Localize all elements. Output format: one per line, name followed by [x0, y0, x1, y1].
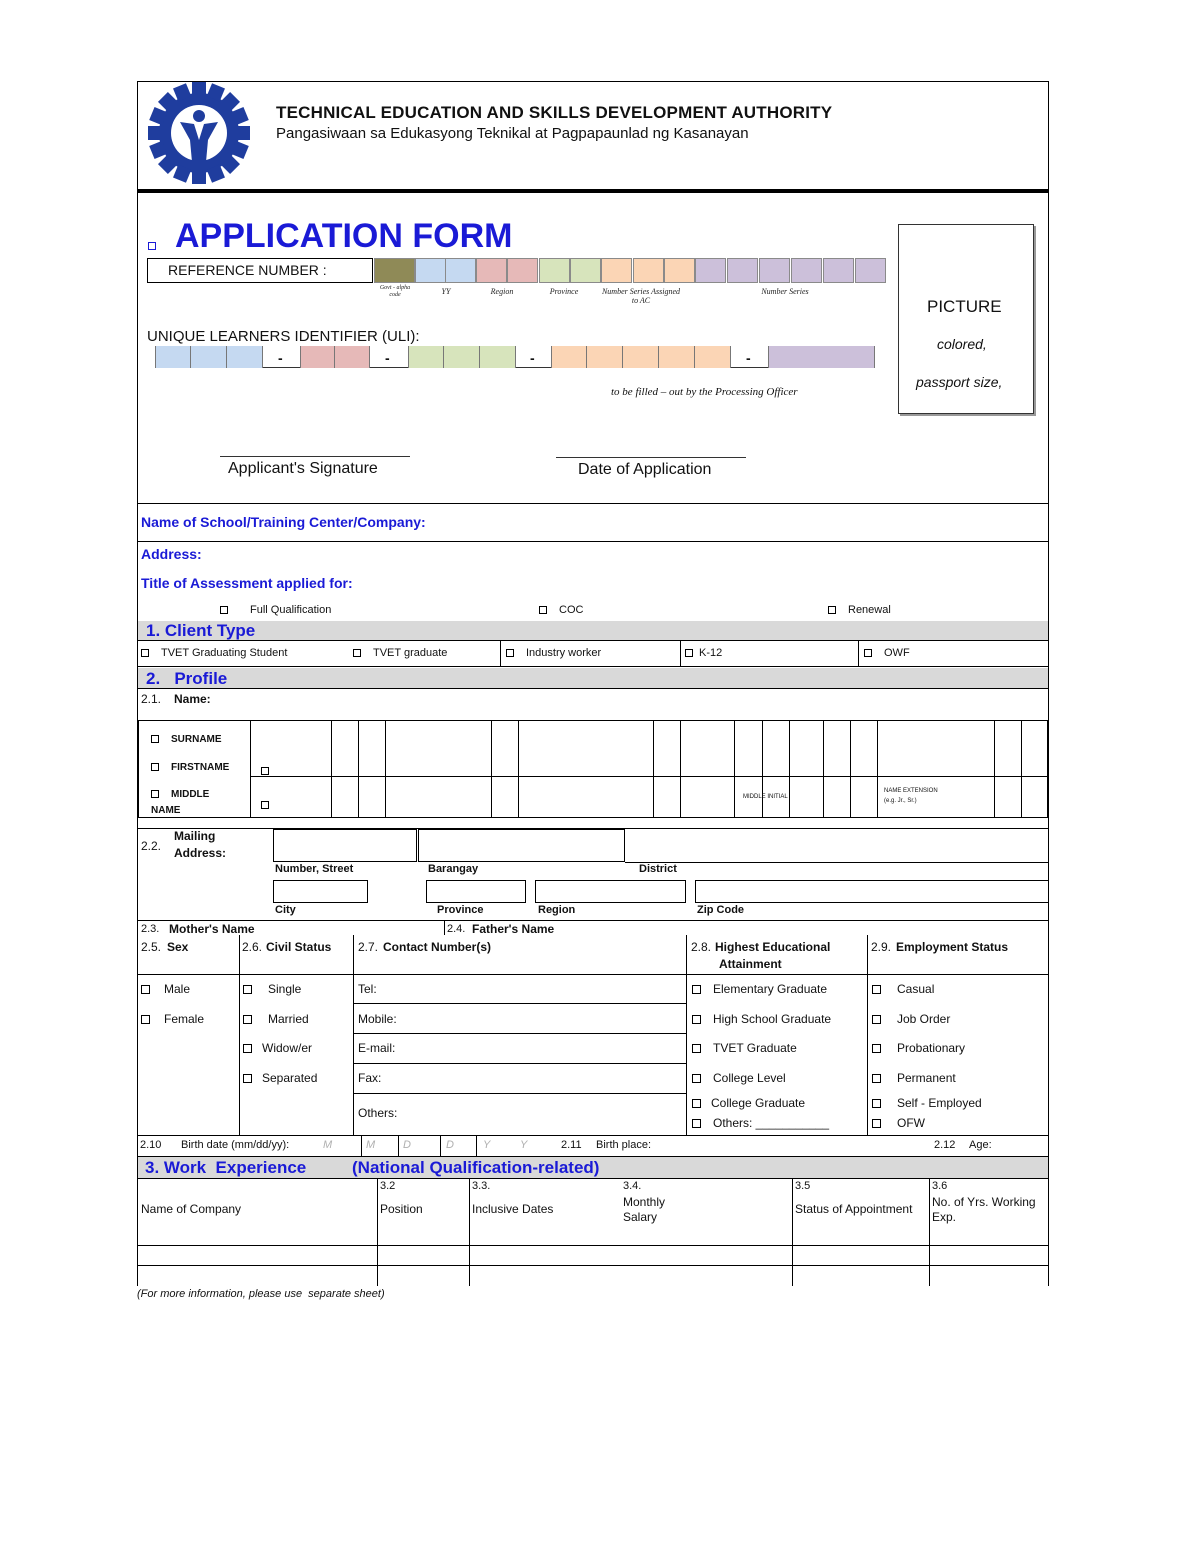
school-label: Name of School/Training Center/Company: [141, 514, 426, 530]
client-tvet-graduating-label: TVET Graduating Student [161, 647, 288, 659]
birthplace-label: Birth place: [596, 1139, 652, 1151]
uli-digit-cell[interactable] [227, 346, 263, 368]
client-tvet-graduate-label: TVET graduate [373, 647, 448, 659]
civil-num: 2.6. [242, 940, 263, 954]
civil-label: Civil Status [266, 940, 332, 954]
rule [353, 1093, 686, 1094]
reference-digit-cell[interactable] [759, 258, 790, 283]
uli-dash-4: - [746, 350, 751, 366]
mail-box-zip[interactable] [695, 880, 1049, 903]
name-ext-eg: (e.g. Jr., Sr.) [884, 798, 917, 804]
uli-digit-cell[interactable] [695, 346, 731, 368]
birthplace-num: 2.11 [561, 1139, 582, 1151]
mail-num: 2.2. [141, 839, 162, 853]
birth-cell-divider [440, 1135, 441, 1156]
client-owf[interactable] [864, 648, 910, 659]
name-grid-col [734, 720, 735, 818]
middle-label: MIDDLE [171, 789, 210, 800]
emp-probationary-label: Probationary [897, 1041, 966, 1055]
name-grid-col [331, 720, 332, 818]
client-k12[interactable] [685, 648, 722, 659]
col-dates-num: 3.3. [472, 1180, 491, 1192]
uli-digit-cell[interactable] [587, 346, 623, 368]
uli-digit-cell[interactable] [623, 346, 659, 368]
emp-probationary[interactable] [872, 1042, 965, 1054]
rule [138, 974, 1048, 975]
profile-heading: 2. Profile [146, 669, 228, 688]
address-label: Address: [141, 546, 202, 562]
col-salary: Monthly Salary [623, 1195, 666, 1224]
name-grid-col [789, 720, 790, 818]
rule [353, 1033, 686, 1034]
zip-label: Zip Code [697, 904, 745, 916]
col-position-num: 3.2 [380, 1180, 396, 1192]
work-subheading: (National Qualification-related) [352, 1158, 600, 1177]
logo-svg [146, 80, 252, 186]
assessment-label: Title of Assessment applied for: [141, 575, 353, 591]
col-status-num: 3.5 [795, 1180, 811, 1192]
ref-label-province: Province [549, 287, 579, 296]
province-label: Province [437, 904, 484, 916]
contact-label: Contact Number(s) [383, 940, 492, 954]
uli-digit-cell[interactable] [768, 346, 875, 368]
city-label: City [275, 904, 296, 916]
name-grid-col [877, 720, 878, 818]
uli-digit-cell[interactable] [300, 346, 335, 368]
sex-male-label: Male [164, 982, 191, 996]
ref-label-series-ac: Number Series Assigned to AC [601, 287, 681, 305]
signature-line[interactable] [220, 456, 410, 457]
edu-others-label: Others: ___________ [713, 1116, 830, 1130]
uli-digit-cell[interactable] [408, 346, 444, 368]
col-dates: Inclusive Dates [472, 1202, 554, 1216]
mail-box-region[interactable] [535, 880, 686, 903]
form-title: APPLICATION FORM [175, 217, 513, 255]
reference-digit-cell[interactable] [507, 258, 538, 283]
col-status: Status of Appointment [795, 1202, 913, 1216]
father-label: Father's Name [472, 922, 555, 936]
reference-digit-cell[interactable] [601, 258, 632, 283]
ref-label-series: Number Series [761, 287, 809, 296]
edu-label1: Highest Educational [715, 940, 831, 954]
client-tvet-graduate[interactable] [353, 648, 447, 659]
edu-tvet-label: TVET Graduate [713, 1041, 797, 1055]
firstname-extra-checkbox[interactable] [261, 763, 275, 779]
name-grid-col [385, 720, 386, 818]
rule [138, 1265, 1048, 1266]
name-grid-col [823, 720, 824, 818]
sex-label: Sex [167, 940, 189, 954]
civil-single[interactable] [243, 983, 301, 995]
mail-label2: Address: [174, 846, 227, 860]
mail-box-city[interactable] [273, 880, 368, 903]
client-industry-worker[interactable] [506, 648, 601, 659]
col-divider [377, 1178, 378, 1286]
name-grid-col [653, 720, 654, 818]
middle-name-label: NAME [151, 805, 181, 816]
district-label: District [639, 863, 677, 875]
birth-date-cell[interactable]: M [366, 1139, 376, 1151]
firstname-label: FIRSTNAME [171, 762, 230, 773]
number-street-label: Number, Street [275, 863, 354, 875]
ref-label-region: Region [490, 287, 514, 296]
uli-dash-2: - [385, 350, 390, 366]
client-type-band [138, 621, 1048, 640]
edu-college-graduate-label: College Graduate [711, 1096, 806, 1110]
contact-email[interactable]: E-mail: [358, 1041, 396, 1055]
sex-num: 2.5. [141, 940, 162, 954]
reference-digit-cell[interactable] [539, 258, 570, 283]
emp-num: 2.9. [871, 940, 892, 954]
name-num: 2.1. [141, 692, 162, 706]
edu-highschool-label: High School Graduate [713, 1012, 832, 1026]
uli-digit-cell[interactable] [444, 346, 480, 368]
contact-mobile[interactable]: Mobile: [358, 1012, 397, 1026]
picture-line2: passport size, [916, 374, 1003, 390]
mother-label: Mother's Name [169, 922, 255, 936]
emp-label: Employment Status [896, 940, 1009, 954]
name-grid-col [491, 720, 492, 818]
name-grid-col [994, 720, 995, 818]
edu-num: 2.8. [691, 940, 712, 954]
middle-initial-label: MIDDLE INITIAL [743, 794, 788, 800]
work-footnote: (For more information, please use separate sheet) [137, 1288, 385, 1300]
name-grid-col [250, 720, 251, 818]
sex-female[interactable] [141, 1013, 204, 1025]
birth-date-cell[interactable]: D [403, 1139, 411, 1151]
edu-highschool[interactable] [692, 1013, 831, 1025]
processing-note: to be filled – out by the Processing Officer [611, 386, 798, 398]
option-renewal-label: Renewal [848, 604, 891, 616]
title-checkbox[interactable] [148, 238, 162, 254]
col-company: Name of Company [141, 1202, 242, 1216]
region-label: Region [538, 904, 576, 916]
col-divider [867, 935, 868, 1135]
civil-married-label: Married [268, 1012, 309, 1026]
edu-college-graduate[interactable] [692, 1097, 805, 1109]
edu-elementary[interactable] [692, 983, 827, 995]
col-divider [686, 935, 687, 1135]
rule [625, 862, 1048, 863]
emp-permanent[interactable] [872, 1072, 956, 1084]
option-full-qualification-label: Full Qualification [250, 604, 332, 616]
name-grid-col [1021, 720, 1022, 818]
signature-label: Applicant's Signature [228, 460, 378, 477]
uli-dash-1: - [278, 350, 283, 366]
rule [353, 1003, 686, 1004]
mail-label1: Mailing [174, 829, 216, 843]
option-renewal[interactable] [828, 605, 891, 616]
client-type-heading: 1. Client Type [146, 621, 256, 640]
edu-elementary-label: Elementary Graduate [713, 982, 828, 996]
uli-digit-cell[interactable] [191, 346, 227, 368]
reference-digit-cell[interactable] [791, 258, 822, 283]
rule [138, 503, 1048, 504]
emp-job-order-label: Job Order [897, 1012, 951, 1026]
reference-digit-cell[interactable] [695, 258, 726, 283]
date-line[interactable] [556, 457, 746, 458]
reference-label: REFERENCE NUMBER : [168, 262, 327, 278]
ref-label-alpha: Govt - alpha code [379, 285, 411, 298]
rule [138, 541, 1048, 542]
rule [138, 920, 1048, 921]
date-label: Date of Application [578, 461, 712, 478]
reference-digit-cell[interactable] [823, 258, 854, 283]
mother-num: 2.3. [141, 923, 160, 935]
agency-name-filipino: Pangasiwaan sa Edukasyong Teknikal at Pagpapaunlad ng Kasanayan [276, 125, 749, 142]
contact-others[interactable]: Others: [358, 1106, 398, 1120]
rule [138, 640, 1048, 641]
profile-band [138, 668, 1048, 688]
work-heading: 3. Work Experience [145, 1158, 307, 1177]
header-divider [138, 189, 1048, 193]
uli-dash-3: - [530, 350, 535, 366]
edu-tvet[interactable] [692, 1042, 797, 1054]
col-divider [792, 1178, 793, 1286]
uli-digit-cell[interactable] [480, 346, 516, 368]
col-position: Position [380, 1202, 423, 1216]
rule [138, 1135, 1048, 1136]
emp-self-employed[interactable] [872, 1097, 982, 1109]
col-divider [929, 1178, 930, 1286]
barangay-label: Barangay [428, 863, 479, 875]
firstname-field[interactable] [151, 763, 229, 773]
civil-single-label: Single [268, 982, 302, 996]
col-divider [444, 920, 445, 935]
picture-line1: colored, [937, 336, 987, 352]
tesda-gear-logo [146, 80, 252, 186]
name-grid-col [358, 720, 359, 818]
birth-label: Birth date (mm/dd/yy): [181, 1139, 290, 1151]
civil-separated-label: Separated [262, 1071, 318, 1085]
col-salary-num: 3.4. [623, 1180, 642, 1192]
name-label: Name: [174, 692, 211, 706]
reference-digit-cell[interactable] [664, 258, 695, 283]
civil-separated[interactable] [243, 1072, 317, 1084]
reference-digit-cell[interactable] [727, 258, 758, 283]
birth-date-cell[interactable]: Y [520, 1139, 528, 1151]
contact-fax[interactable]: Fax: [358, 1071, 382, 1085]
option-coc-label: COC [559, 604, 584, 616]
client-industry-worker-label: Industry worker [526, 647, 602, 659]
reference-digit-cell[interactable] [445, 258, 476, 283]
col-years: No. of Yrs. Working Exp. [932, 1195, 1036, 1224]
col-divider [680, 640, 681, 666]
birth-cell-divider [361, 1135, 362, 1156]
uli-digit-cell[interactable] [335, 346, 370, 368]
edu-college-level-label: College Level [713, 1071, 786, 1085]
civil-widower-label: Widow/er [262, 1041, 313, 1055]
reference-digit-cell[interactable] [570, 258, 601, 283]
col-divider [469, 1178, 470, 1286]
col-years-num: 3.6 [932, 1180, 948, 1192]
rule [138, 1156, 1048, 1157]
emp-casual[interactable] [872, 983, 934, 995]
rule [138, 1178, 1048, 1179]
col-divider [858, 640, 859, 666]
name-grid-row [250, 776, 1048, 777]
edu-label2: Attainment [719, 957, 782, 971]
rule [138, 666, 1048, 667]
client-owf-label: OWF [884, 647, 910, 659]
picture-title: PICTURE [927, 297, 1002, 316]
name-ext-label: NAME EXTENSION [884, 788, 938, 794]
option-coc[interactable] [539, 605, 583, 616]
client-tvet-graduating[interactable] [141, 648, 287, 659]
mail-box-province[interactable] [426, 880, 526, 903]
reference-digit-cell[interactable] [476, 258, 507, 283]
emp-self-employed-label: Self - Employed [897, 1096, 982, 1110]
name-grid-col [680, 720, 681, 818]
sex-female-label: Female [164, 1012, 205, 1026]
birth-cell-divider [398, 1135, 399, 1156]
civil-married[interactable] [243, 1013, 309, 1025]
client-k12-label: K-12 [699, 647, 723, 659]
rule [138, 1245, 1048, 1246]
col-divider [500, 640, 501, 666]
agency-name: TECHNICAL EDUCATION AND SKILLS DEVELOPMENT AUTHORITY [276, 103, 833, 122]
father-num: 2.4. [447, 923, 466, 935]
surname-label: SURNAME [171, 734, 222, 745]
uli-digit-cell[interactable] [155, 346, 191, 368]
col-divider [239, 935, 240, 1135]
birth-num: 2.10 [140, 1139, 162, 1151]
emp-ofw-label: OFW [897, 1116, 925, 1130]
birth-cell-divider [476, 1135, 477, 1156]
rule [138, 688, 1048, 689]
civil-widower[interactable] [243, 1042, 312, 1054]
age-num: 2.12 [934, 1139, 956, 1151]
mail-box-street[interactable] [273, 829, 417, 862]
emp-ofw[interactable] [872, 1117, 925, 1129]
contact-tel[interactable]: Tel: [358, 982, 377, 996]
name-grid-col [762, 720, 763, 818]
age-label: Age: [969, 1139, 992, 1151]
emp-permanent-label: Permanent [897, 1071, 956, 1085]
emp-job-order[interactable] [872, 1013, 950, 1025]
reference-digit-cell[interactable] [633, 258, 664, 283]
surname-field[interactable] [151, 735, 222, 745]
middle-extra-checkbox[interactable] [261, 797, 275, 813]
middle-field[interactable] [151, 790, 209, 800]
reference-digit-cell[interactable] [374, 258, 415, 283]
name-grid-col [850, 720, 851, 818]
uli-digit-cell[interactable] [659, 346, 695, 368]
emp-casual-label: Casual [897, 982, 935, 996]
contact-num: 2.7. [358, 940, 379, 954]
birth-date-cell[interactable]: D [446, 1139, 454, 1151]
reference-digit-cell[interactable] [415, 258, 446, 283]
birth-date-cell[interactable]: Y [483, 1139, 491, 1151]
birth-date-cell[interactable]: M [323, 1139, 333, 1151]
mail-box-barangay[interactable] [418, 829, 625, 862]
name-grid-col [518, 720, 519, 818]
option-full-qualification[interactable] [220, 605, 331, 616]
sex-male[interactable] [141, 983, 190, 995]
rule [353, 1063, 686, 1064]
ref-label-yy: YY [441, 287, 451, 296]
edu-college-level[interactable] [692, 1072, 786, 1084]
reference-digit-cell[interactable] [855, 258, 886, 283]
uli-label: UNIQUE LEARNERS IDENTIFIER (ULI): [147, 328, 420, 345]
edu-others[interactable] [692, 1117, 829, 1129]
col-divider [353, 935, 354, 1135]
uli-digit-cell[interactable] [551, 346, 587, 368]
